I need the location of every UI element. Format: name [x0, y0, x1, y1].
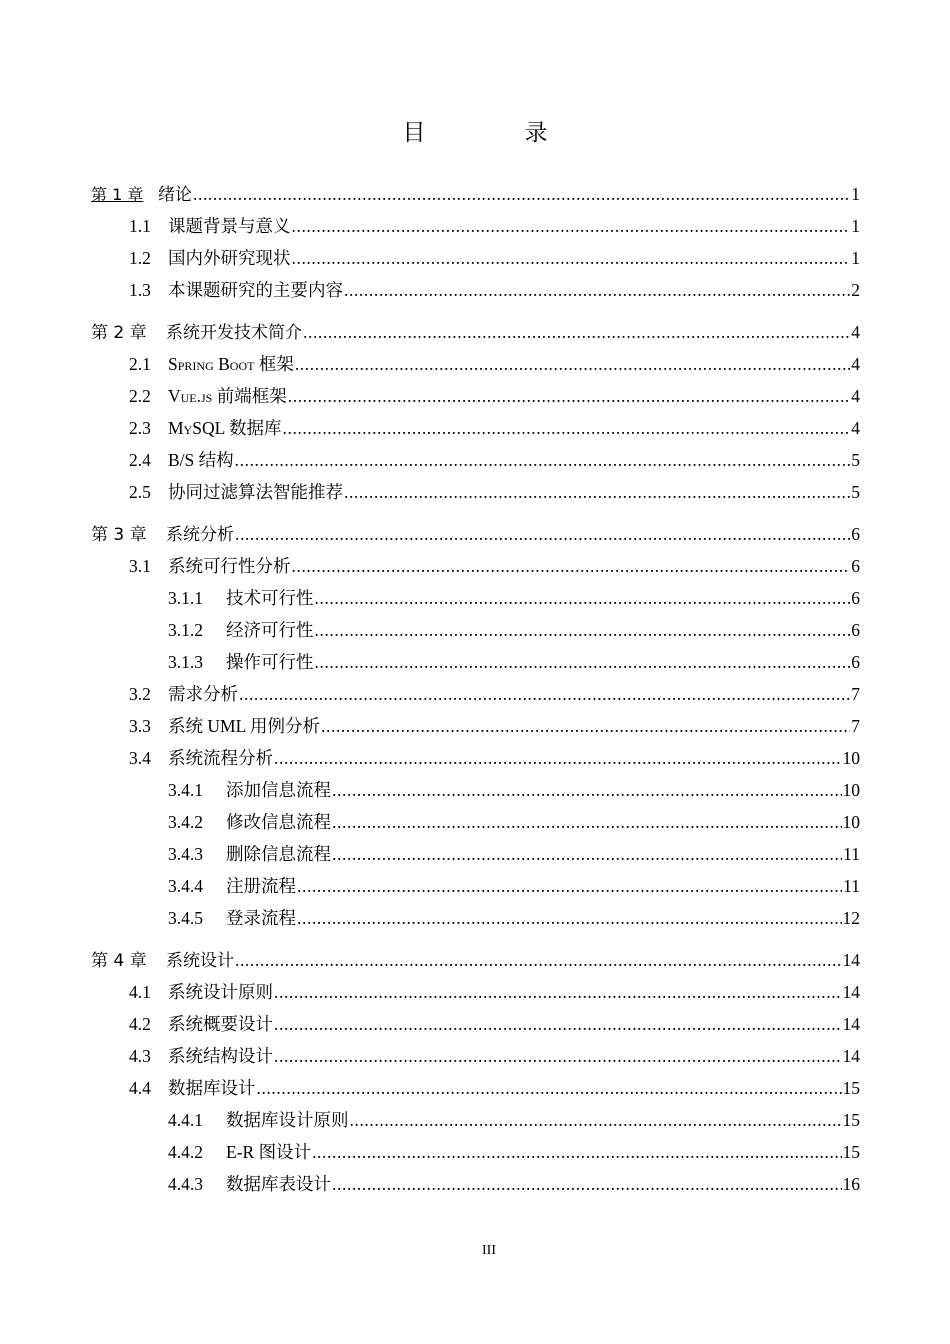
toc-entry-number: 2.2	[129, 386, 151, 406]
toc-entry-page: 12	[842, 908, 860, 928]
toc-leader-dots	[315, 614, 851, 646]
toc-entry-number: 4.4.2	[168, 1142, 203, 1162]
toc-entry-number: 3.1.1	[168, 588, 203, 608]
toc-entry-page: 15	[842, 1142, 860, 1162]
toc-entry-page: 4	[851, 386, 860, 406]
toc-entry[interactable]	[91, 178, 860, 210]
toc-entry-page: 4	[851, 354, 860, 374]
toc-leader-dots	[235, 444, 851, 476]
toc-leader-dots	[274, 742, 842, 774]
toc-entry-page: 7	[851, 684, 860, 704]
toc-entry-number: 4.4.1	[168, 1110, 203, 1130]
toc-entry-number: 3.2	[129, 684, 151, 704]
toc-leader-dots	[239, 678, 850, 710]
toc-leader-dots	[274, 976, 842, 1008]
toc-entry-page: 6	[851, 524, 860, 544]
toc-entry-page: 10	[842, 748, 860, 768]
toc-entry-number: 1.2	[129, 248, 151, 268]
toc-entry-page: 16	[842, 1174, 860, 1194]
toc-entry-page: 6	[851, 588, 860, 608]
toc-entry[interactable]	[91, 242, 860, 274]
toc-entry-title: 国内外研究现状	[168, 248, 291, 268]
toc-entry[interactable]	[91, 1104, 860, 1136]
toc-entry-title: 系统 UML 用例分析	[168, 716, 320, 736]
toc-entry-page: 2	[851, 280, 860, 300]
toc-entry-title: 数据库表设计	[226, 1174, 331, 1194]
toc-entry-title: 系统分析	[166, 525, 234, 545]
toc-entry-title: Spring Boot 框架	[168, 354, 294, 374]
toc-entry-title: 数据库设计	[168, 1078, 256, 1098]
toc-entry-title: MySQL 数据库	[168, 418, 282, 438]
toc-entry-number: 3.4.3	[168, 844, 203, 864]
toc-entry-page: 10	[842, 780, 860, 800]
toc-entry-number: 3.4.4	[168, 876, 203, 896]
toc-leader-dots	[315, 582, 851, 614]
toc-entry-title: 需求分析	[168, 684, 238, 704]
toc-leader-dots	[257, 1072, 842, 1104]
toc-entry[interactable]	[91, 870, 860, 902]
toc-entry-number: 第 1 章	[91, 185, 144, 204]
toc-entry[interactable]	[91, 806, 860, 838]
page-footer-number: III	[482, 1243, 496, 1258]
toc-leader-dots	[297, 902, 842, 934]
toc-leader-dots	[332, 838, 842, 870]
toc-leader-dots	[315, 646, 851, 678]
toc-leader-dots	[297, 870, 842, 902]
toc-leader-dots	[274, 1040, 842, 1072]
toc-entry-number: 3.4.2	[168, 812, 203, 832]
toc-entry-page: 1	[851, 184, 860, 204]
toc-entry-page: 10	[842, 812, 860, 832]
toc-entry[interactable]	[91, 710, 860, 742]
toc-entry[interactable]	[91, 1072, 860, 1104]
toc-entry[interactable]	[91, 380, 860, 412]
toc-entry-page: 1	[851, 216, 860, 236]
toc-entry-page: 14	[842, 1046, 860, 1066]
toc-leader-dots	[292, 210, 851, 242]
toc-entry-page: 7	[851, 716, 860, 736]
toc-entry[interactable]	[91, 838, 860, 870]
toc-entry-title: 操作可行性	[226, 652, 314, 672]
toc-entry[interactable]	[91, 902, 860, 934]
toc-entry-title: 系统流程分析	[168, 748, 273, 768]
toc-leader-dots	[344, 476, 850, 508]
toc-entry-title: 系统开发技术简介	[166, 323, 302, 343]
toc-entry-number: 1.1	[129, 216, 151, 236]
toc-leader-dots	[292, 242, 851, 274]
toc-entry-number: 第 2 章	[91, 323, 147, 343]
toc-entry-title: 系统可行性分析	[168, 556, 291, 576]
toc-entry-number: 2.5	[129, 482, 151, 502]
toc-entry[interactable]	[91, 316, 860, 348]
toc-entry-page: 6	[851, 652, 860, 672]
toc-entry[interactable]	[91, 646, 860, 678]
toc-entry[interactable]	[91, 614, 860, 646]
toc-leader-dots	[274, 1008, 842, 1040]
toc-entry-number: 2.1	[129, 354, 151, 374]
toc-entry[interactable]	[91, 678, 860, 710]
toc-entry-title: 删除信息流程	[226, 844, 331, 864]
toc-entry[interactable]	[91, 1040, 860, 1072]
toc-leader-dots	[283, 412, 851, 444]
toc-entry[interactable]	[91, 742, 860, 774]
toc-entry-page: 5	[851, 482, 860, 502]
toc-entry[interactable]	[91, 774, 860, 806]
toc-entry[interactable]	[91, 348, 860, 380]
toc-leader-dots	[303, 316, 850, 348]
toc-entry-page: 4	[851, 418, 860, 438]
toc-entry-number: 3.1.2	[168, 620, 203, 640]
toc-entry-title: 数据库设计原则	[226, 1110, 349, 1130]
toc-leader-dots	[288, 380, 851, 412]
toc-entry-title: 经济可行性	[226, 620, 314, 640]
toc-entry-number: 3.4.5	[168, 908, 203, 928]
toc-leader-dots	[295, 348, 850, 380]
toc-leader-dots	[292, 550, 851, 582]
toc-entry-title: 注册流程	[226, 876, 296, 896]
toc-entry-title: B/S 结构	[168, 450, 234, 470]
toc-entry-title: 课题背景与意义	[168, 216, 291, 236]
toc-entry-page: 6	[851, 620, 860, 640]
toc-entry-page: 1	[851, 248, 860, 268]
toc-entry[interactable]	[91, 1136, 860, 1168]
toc-entry-title: 绪论	[158, 185, 192, 205]
toc-entry-number: 4.3	[129, 1046, 151, 1066]
toc-entry-page: 14	[842, 1014, 860, 1034]
toc-leader-dots	[193, 178, 850, 210]
toc-entry-page: 5	[851, 450, 860, 470]
toc-entry-title: 本课题研究的主要内容	[168, 280, 343, 300]
toc-leader-dots	[332, 1168, 842, 1200]
toc-entry[interactable]	[91, 518, 860, 550]
toc-entry-number: 3.1	[129, 556, 151, 576]
toc-entry-title: 系统概要设计	[168, 1014, 273, 1034]
toc-entry-number: 4.2	[129, 1014, 151, 1034]
toc-entry-page: 11	[843, 876, 860, 896]
toc-entry-number: 3.1.3	[168, 652, 203, 672]
toc-entry[interactable]	[91, 412, 860, 444]
toc-entry-title: 系统设计	[166, 951, 234, 971]
toc-entry-number: 4.1	[129, 982, 151, 1002]
toc-entry-page: 6	[851, 556, 860, 576]
toc-entry-number: 2.4	[129, 450, 151, 470]
toc-leader-dots	[235, 518, 850, 550]
toc-entry[interactable]	[91, 582, 860, 614]
toc-entry[interactable]	[91, 944, 860, 976]
toc-entry-title: E-R 图设计	[226, 1142, 312, 1162]
page-title: 目 录	[402, 120, 586, 146]
toc-entry-page: 14	[842, 982, 860, 1002]
toc-leader-dots	[332, 806, 842, 838]
toc-leader-dots	[321, 710, 850, 742]
toc-entry[interactable]	[91, 976, 860, 1008]
toc-entry-number: 第 4 章	[91, 951, 147, 971]
toc-entry-title: Vue.js 前端框架	[168, 386, 287, 406]
toc-entry-page: 15	[842, 1078, 860, 1098]
toc-entry-page: 14	[842, 950, 860, 970]
table-of-contents	[91, 178, 860, 1200]
toc-entry-number: 4.4	[129, 1078, 151, 1098]
toc-leader-dots	[344, 274, 850, 306]
toc-entry-page: 15	[842, 1110, 860, 1130]
toc-entry-number: 3.4	[129, 748, 151, 768]
toc-leader-dots	[350, 1104, 842, 1136]
toc-entry-number: 3.3	[129, 716, 151, 736]
toc-entry[interactable]	[91, 550, 860, 582]
toc-entry-title: 系统结构设计	[168, 1046, 273, 1066]
toc-entry-number: 1.3	[129, 280, 151, 300]
toc-entry-title: 协同过滤算法智能推荐	[168, 482, 343, 502]
toc-entry[interactable]	[91, 274, 860, 306]
toc-entry-page: 4	[851, 322, 860, 342]
toc-entry[interactable]	[91, 1008, 860, 1040]
toc-entry-title: 系统设计原则	[168, 982, 273, 1002]
toc-entry-title: 添加信息流程	[226, 780, 331, 800]
toc-entry-number: 第 3 章	[91, 525, 147, 545]
toc-entry-number: 2.3	[129, 418, 151, 438]
toc-leader-dots	[332, 774, 842, 806]
toc-entry-number: 3.4.1	[168, 780, 203, 800]
toc-entry[interactable]	[91, 476, 860, 508]
toc-entry-title: 登录流程	[226, 908, 296, 928]
toc-entry-title: 技术可行性	[226, 588, 314, 608]
toc-entry[interactable]	[91, 444, 860, 476]
toc-entry-page: 11	[843, 844, 860, 864]
toc-leader-dots	[312, 1136, 841, 1168]
toc-entry[interactable]	[91, 1168, 860, 1200]
toc-entry[interactable]	[91, 210, 860, 242]
toc-leader-dots	[235, 944, 842, 976]
toc-entry-title: 修改信息流程	[226, 812, 331, 832]
toc-entry-number: 4.4.3	[168, 1174, 203, 1194]
